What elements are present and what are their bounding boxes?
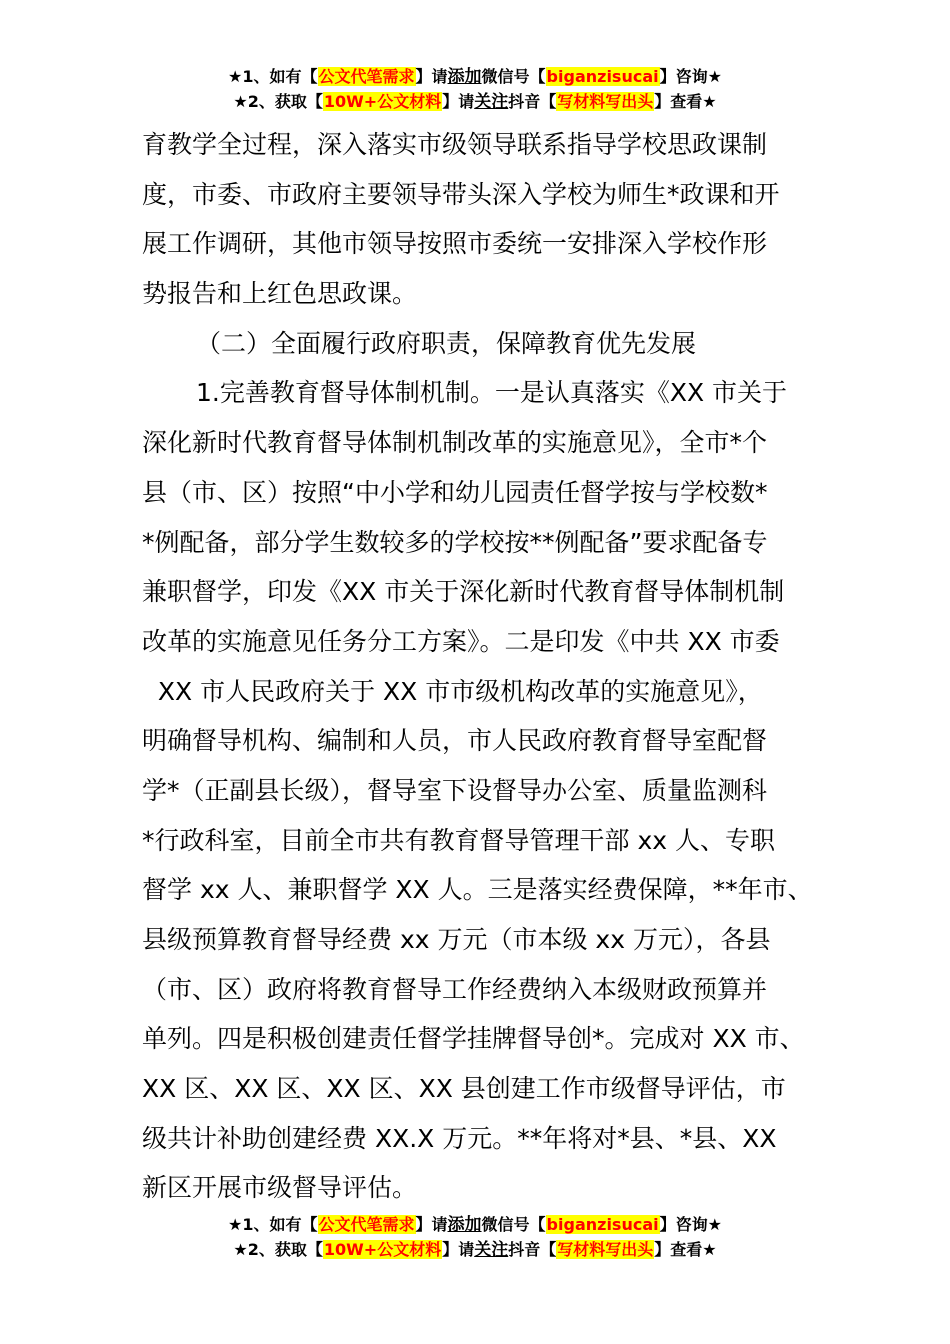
header-banner [0, 66, 950, 116]
banner-prefix: ★1、如有【 [228, 1215, 318, 1234]
body-line: *行政科室，目前全市共有教育督导管理干部 xx 人、专职 [142, 825, 775, 855]
banner-highlight: 10W+公文材料 [323, 1240, 442, 1259]
banner-prefix: ★2、获取【 [233, 1240, 323, 1259]
body-line: XX 市人民政府关于 XX 市市级机构改革的实施意见》， [142, 676, 763, 706]
banner-line-2 [0, 91, 950, 116]
banner-underlined: 添加 [447, 1215, 482, 1235]
banner-text: 】请 [442, 1240, 475, 1259]
banner-highlight: 公文代笔需求 [318, 1215, 415, 1234]
banner-line-1 [0, 66, 950, 91]
banner-highlight: 公文代笔需求 [318, 67, 415, 86]
banner-suffix: 】查看★ [654, 1240, 717, 1259]
banner-highlight: biganzisucai [546, 1215, 659, 1234]
body-line: 县（市、区）按照“中小学和幼儿园责任督学按与学校数* [142, 477, 768, 507]
footer-banner [0, 1214, 950, 1264]
banner-underlined: 关注 [474, 1240, 509, 1260]
banner-text: 抖音【 [508, 92, 557, 111]
banner-line-1 [0, 1214, 950, 1239]
body-line: 度，市委、市政府主要领导带头深入学校为师生*政课和开 [142, 179, 780, 209]
body-line: 县级预算教育督导经费 xx 万元（市本级 xx 万元），各县 [142, 925, 771, 954]
banner-text: 抖音【 [508, 1240, 557, 1259]
body-line: 改革的实施意见任务分工方案》。二是印发《中共 XX 市委 [142, 626, 780, 656]
body-line: 育教学全过程，深入落实市级领导联系指导学校思政课制 [142, 130, 768, 159]
banner-text: 微信号【 [481, 1215, 546, 1234]
banner-underlined: 关注 [474, 92, 509, 112]
banner-text: 】请 [415, 1215, 448, 1234]
banner-highlight: 写材料写出头 [557, 1240, 654, 1259]
section-heading: （二）全面履行政府职责，保障教育优先发展 [196, 328, 697, 358]
body-line: 新区开展市级督导评估。 [142, 1173, 418, 1203]
banner-text: 】请 [442, 92, 475, 111]
body-line: 级共计补助创建经费 XX.X 万元。**年将对*县、*县、XX [142, 1123, 777, 1153]
banner-text: 微信号【 [481, 67, 546, 86]
body-line: 督学 xx 人、兼职督学 XX 人。三是落实经费保障，**年市、 [142, 875, 813, 905]
banner-suffix: 】咨询★ [659, 67, 722, 86]
banner-prefix: ★2、获取【 [233, 92, 323, 111]
banner-highlight: biganzisucai [546, 67, 659, 86]
body-line: 学*（正副县长级），督导室下设督导办公室、质量监测科 [142, 775, 768, 805]
banner-prefix: ★1、如有【 [228, 67, 318, 86]
body-line: 1.完善教育督导体制机制。一是认真落实《XX 市关于 [196, 378, 788, 408]
body-line: 展工作调研，其他市领导按照市委统一安排深入学校作形 [142, 229, 768, 259]
body-line: 明确督导机构、编制和人员，市人民政府教育督导室配督 [142, 726, 768, 756]
banner-suffix: 】咨询★ [659, 1215, 722, 1234]
body-line: XX 区、XX 区、XX 区、XX 县创建工作市级督导评估，市 [142, 1074, 786, 1104]
body-line: 单列。四是积极创建责任督学挂牌督导创*。完成对 XX 市、 [142, 1024, 805, 1054]
banner-suffix: 】查看★ [654, 92, 717, 111]
document-body [142, 120, 822, 1213]
body-line: 势报告和上红色思政课。 [142, 279, 418, 309]
banner-underlined: 添加 [447, 67, 482, 87]
banner-text: 】请 [415, 67, 448, 86]
banner-highlight: 写材料写出头 [557, 92, 654, 111]
body-line: （市、区）政府将教育督导工作经费纳入本级财政预算并 [142, 974, 768, 1004]
body-line: 兼职督学，印发《XX 市关于深化新时代教育督导体制机制 [142, 577, 785, 607]
body-line: 深化新时代教育督导体制机制改革的实施意见》，全市*个 [142, 428, 768, 458]
body-line: *例配备，部分学生数较多的学校按**例配备”要求配备专 [142, 527, 768, 557]
banner-line-2 [0, 1239, 950, 1264]
banner-highlight: 10W+公文材料 [323, 92, 442, 111]
